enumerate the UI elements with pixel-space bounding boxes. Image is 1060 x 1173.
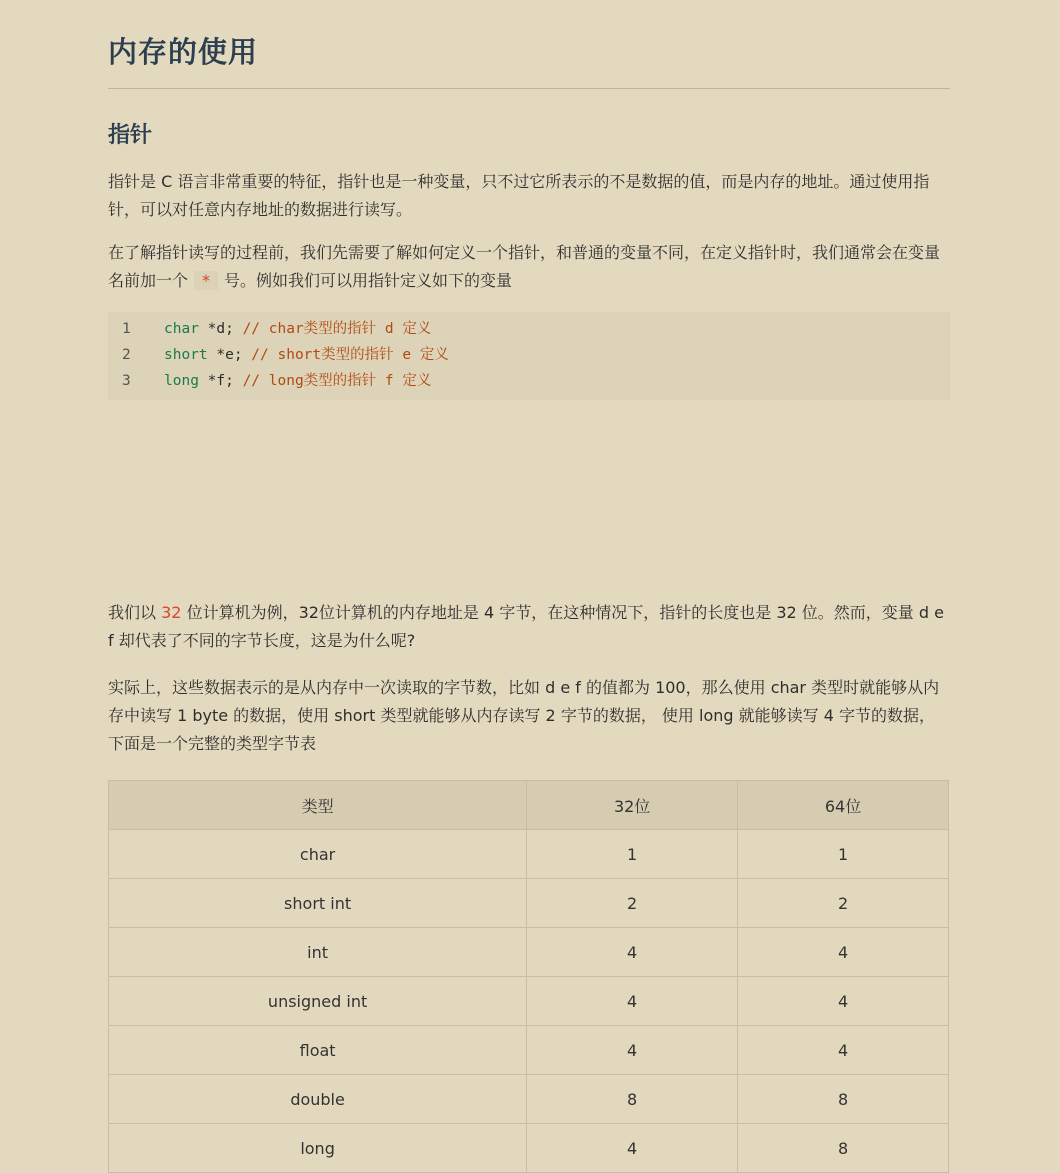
code-line — [108, 316, 431, 342]
column-header-32bit: 32位 — [527, 781, 738, 830]
code-line — [108, 342, 449, 368]
page-title: 内存的使用 — [108, 35, 259, 69]
table-row — [109, 830, 949, 879]
paragraph-definition — [108, 239, 950, 295]
column-header-64bit: 64位 — [738, 781, 949, 830]
table-row — [109, 1124, 949, 1173]
code-declaration: *f; — [198, 373, 234, 389]
line-number: 3 — [122, 373, 131, 389]
cell-type: unsigned int — [109, 977, 527, 1026]
cell-size-64bit: 4 — [738, 1026, 949, 1075]
cell-size-32bit: 4 — [527, 928, 738, 977]
paragraph-explanation: 实际上，这些数据表示的是从内存中一次读取的字节数，比如 d e f 的值都为 100，那么使用 char 类型时就能够从内存中读写 1 byte 的数据，使用 short 类型就能够从内存读写 2 字节的数据， 使用 long 就能够读写 4 字节的数据，下面是一个完整的类型字节表 — [108, 678, 940, 753]
cell-size-64bit: 4 — [738, 977, 949, 1026]
cell-type: int — [109, 928, 527, 977]
paragraph-intro: 指针是 C 语言非常重要的特征，指针也是一种变量，只不过它所表示的不是数据的值，而是内存的地址。通过使用指针，可以对任意内存地址的数据进行读写。 — [108, 172, 930, 219]
cell-type: float — [109, 1026, 527, 1075]
divider — [108, 88, 950, 89]
cell-size-32bit: 4 — [527, 977, 738, 1026]
cell-size-64bit: 4 — [738, 928, 949, 977]
cell-type: double — [109, 1075, 527, 1124]
text: 在了解指针读写的过程前，我们先需要了解如何定义一个指针，和普通的变量不同，在定义指针时，我们通常会在变量名前加一个 — [108, 243, 941, 290]
code-block — [108, 312, 950, 400]
paragraph-32bit — [108, 599, 950, 655]
line-number: 1 — [122, 321, 131, 337]
line-number: 2 — [122, 347, 131, 363]
cell-size-64bit: 1 — [738, 830, 949, 879]
section-heading: 指针 — [108, 123, 153, 148]
cell-size-32bit: 4 — [527, 1026, 738, 1075]
code-declaration: *e; — [207, 347, 243, 363]
code-type-keyword: long — [164, 373, 199, 389]
table-row — [109, 1075, 949, 1124]
code-line — [108, 368, 431, 394]
cell-type: long — [109, 1124, 527, 1173]
inline-code-asterisk: * — [194, 271, 218, 290]
code-type-keyword: short — [164, 347, 208, 363]
cell-size-64bit: 8 — [738, 1124, 949, 1173]
code-comment: // short类型的指针 e 定义 — [242, 347, 449, 363]
type-size-table — [108, 780, 949, 1173]
text: 号。例如我们可以用指针定义如下的变量 — [224, 271, 513, 290]
text: 我们以 — [108, 603, 157, 622]
table-row — [109, 879, 949, 928]
table-row — [109, 977, 949, 1026]
code-declaration: *d; — [198, 321, 234, 337]
cell-size-32bit: 1 — [527, 830, 738, 879]
table-row — [109, 1026, 949, 1075]
text: 位计算机为例，32位计算机的内存地址是 4 字节，在这种情况下，指针的长度也是 32 位。然而，变量 d e f 却代表了不同的字节长度，这是为什么呢? — [108, 603, 944, 650]
table-header-row — [109, 781, 949, 830]
cell-size-32bit: 2 — [527, 879, 738, 928]
cell-type: char — [109, 830, 527, 879]
cell-size-64bit: 8 — [738, 1075, 949, 1124]
code-comment: // char类型的指针 d 定义 — [233, 321, 432, 337]
table-row — [109, 928, 949, 977]
highlight-number: 32 — [161, 603, 182, 622]
cell-size-32bit: 8 — [527, 1075, 738, 1124]
cell-type: short int — [109, 879, 527, 928]
cell-size-32bit: 4 — [527, 1124, 738, 1173]
cell-size-64bit: 2 — [738, 879, 949, 928]
code-type-keyword: char — [164, 321, 199, 337]
code-comment: // long类型的指针 f 定义 — [233, 373, 432, 389]
column-header-type: 类型 — [109, 781, 527, 830]
